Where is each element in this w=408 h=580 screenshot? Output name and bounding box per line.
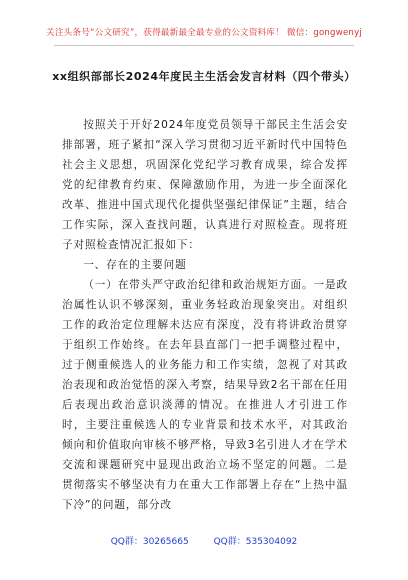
footer-qq-group-1: QQ群：30265665	[110, 537, 189, 547]
body-paragraph: （一）在带头严守政治纪律和政治规矩方面。一是政治属性认识不够深刻，重业务轻政治现象突出。对组织工作的政治定位理解未达应有深度，没有将讲政治贯穿于组织工作始终。在去年县直部门一把手调整过程中，过于侧重候选人的业务能力和工作实绩，忽视了对其政治表现和政治觉悟的深入考察，结果导致2名干部在任用后表现出政治意识淡薄的情况。在推进人才引进工作时，主要注重候选人的专业背景和技术水平，对其政治倾向和价值取向审核不够严格，导致3名引进人才在学术交流和课题研究中显现出政治立场不坚定的问题。二是贯彻落实不够坚决有力在重大工作部署上存在“上热中温下冷”的问题，部分改	[62, 279, 348, 511]
document-body	[62, 115, 348, 515]
header-watermark: 关注头条号“公文研究”，获得最新最全最专业的公文资料库！ 微信：gongwenyj	[46, 28, 362, 38]
header-divider	[54, 45, 354, 46]
section-heading: 一、存在的主要问题	[83, 259, 187, 271]
footer-qq-groups	[0, 534, 408, 547]
footer-qq-group-2: QQ群：535304092	[213, 537, 298, 547]
intro-paragraph: 按照关于开好2024年度党员领导干部民主生活会安排部署，班子紧扣“深入学习贯彻习近平新时代中国特色社会主义思想，巩固深化党纪学习教育成果，综合发挥党的纪律教育约束、保障激励作用，为进一步全面深化改革、推进中国式现代化提供坚强纪律保证”主题，结合工作实际，深入查找问题，认真进行对照检查。现将班子对照检查情况汇报如下：	[62, 119, 348, 251]
document-title: xx组织部部长2024年度民主生活会发言材料（四个带头）	[52, 70, 356, 83]
